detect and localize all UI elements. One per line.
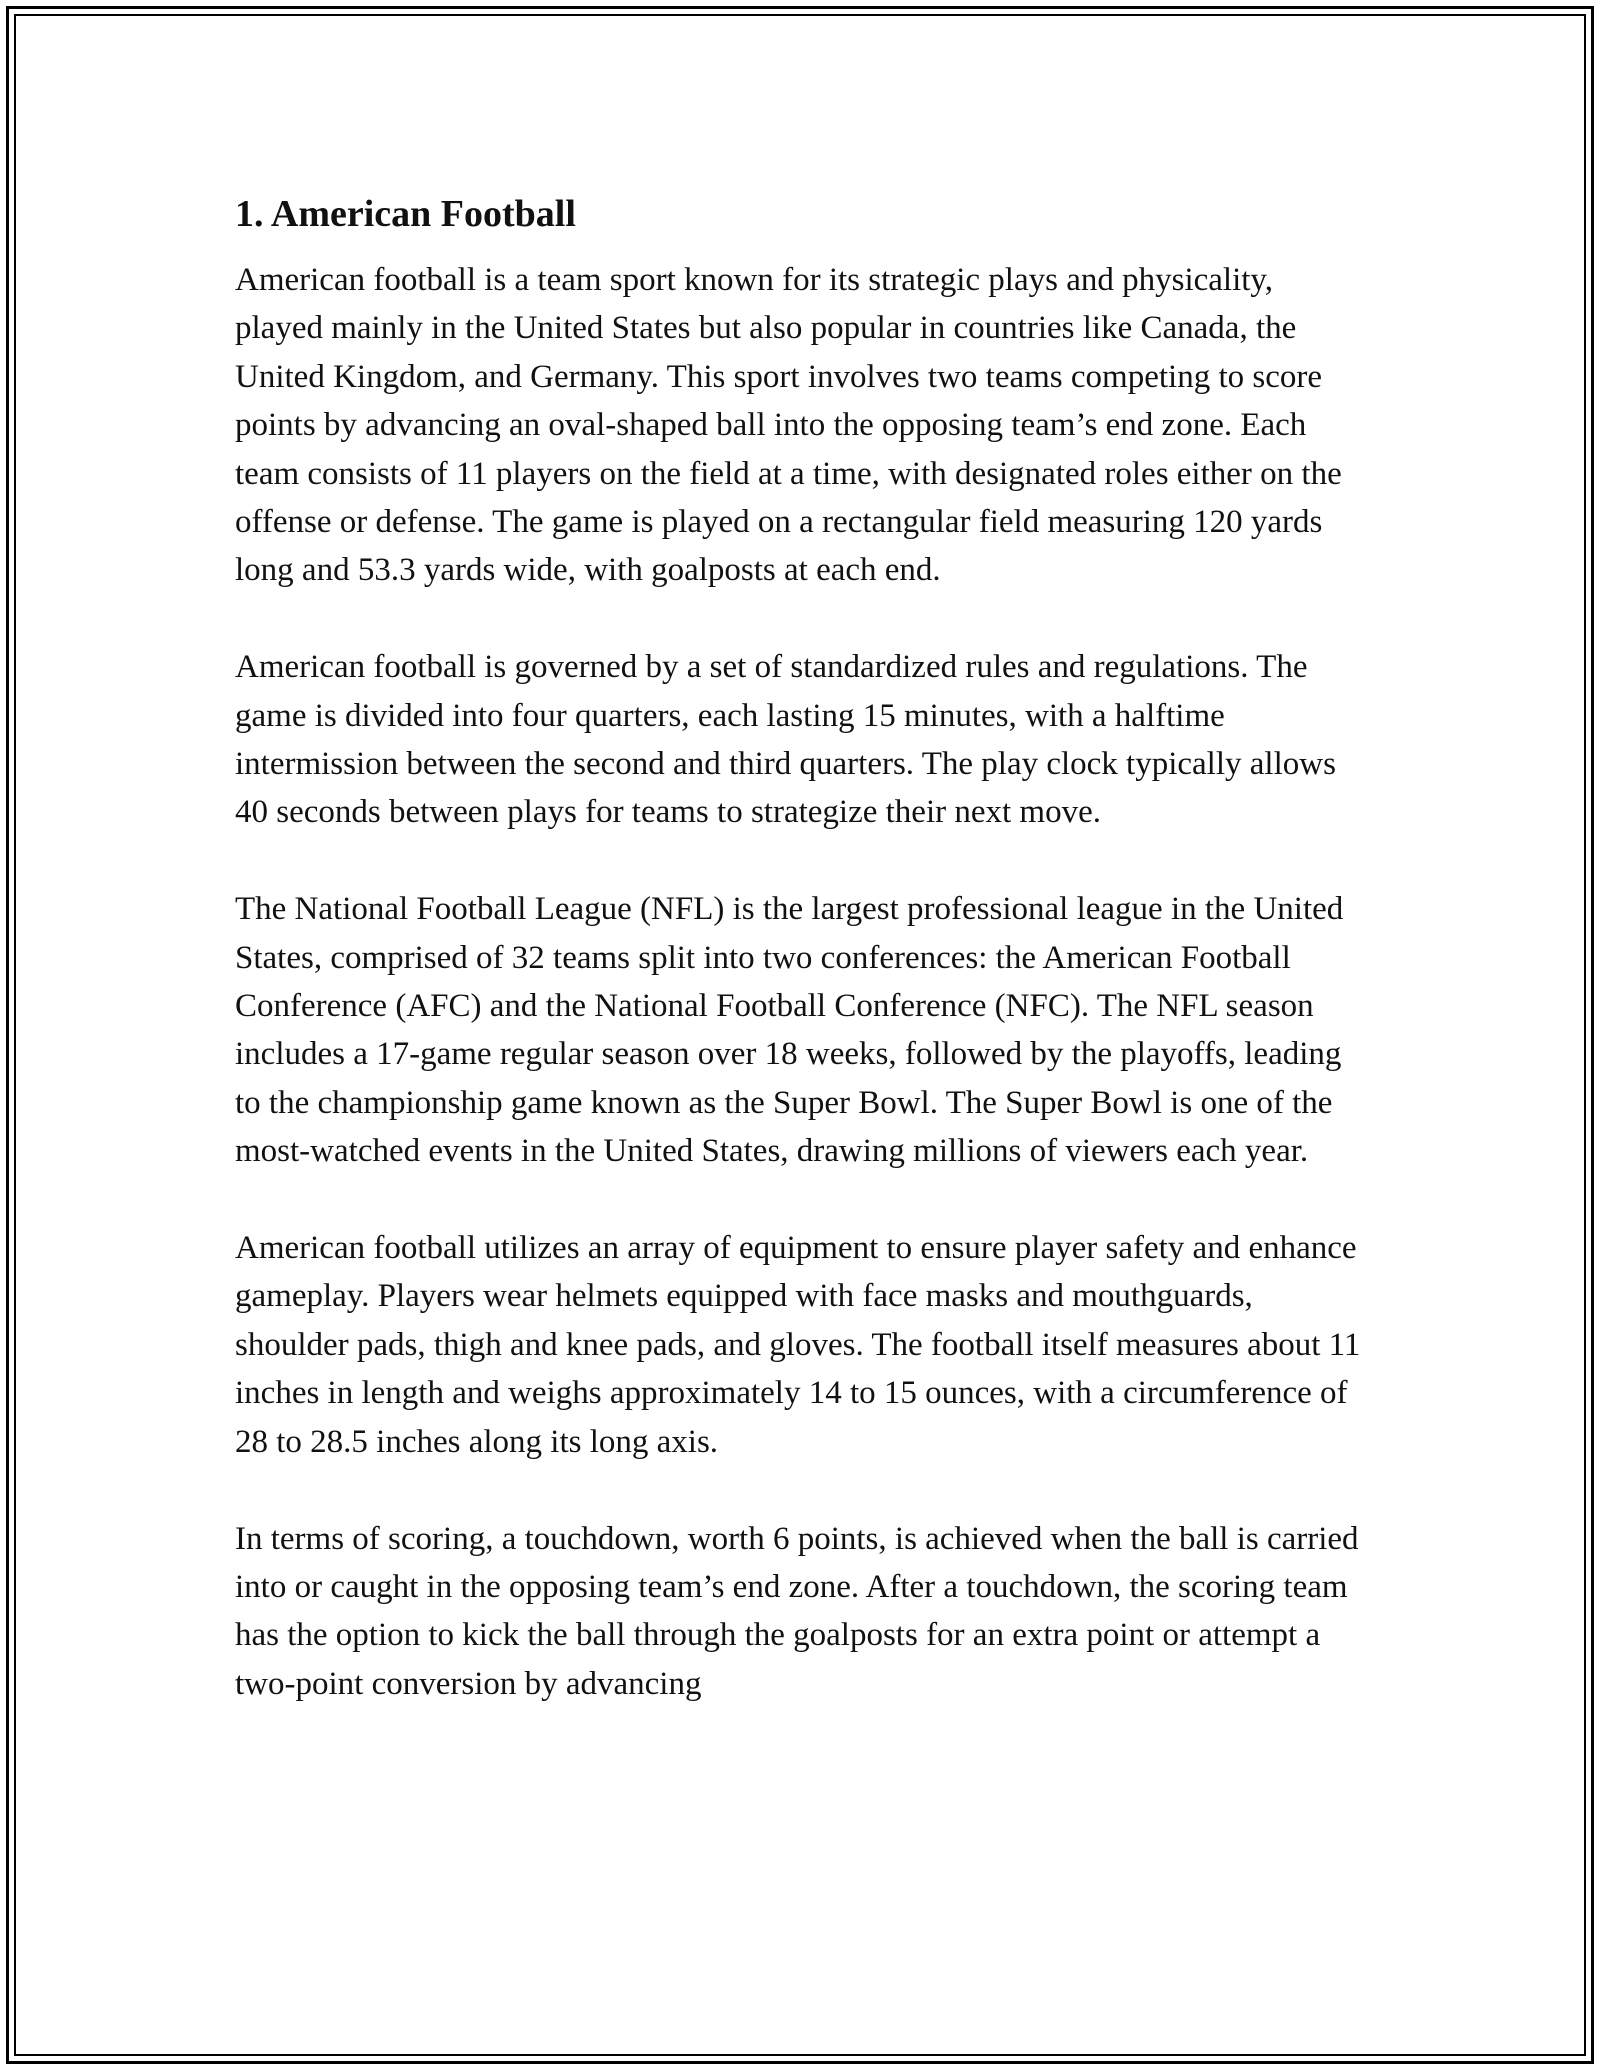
paragraph-overview: American football is a team sport known for its strategic plays and physicality, played mainly in the United States but also popular in countries like Canada, the United Kingdom, and Germany. This sport involves two teams competing to score points by advancing an oval-shaped ball into the opposing team’s end zone. Each team consists of 11 players on the field at a time, with designated roles either on the offense or defense. The game is played on a rectangular field measuring 120 yards long and 53.3 yards wide, with goalposts at each end. xyxy=(235,262,1342,589)
document-body xyxy=(235,186,1365,1757)
paragraph-rules: American football is governed by a set of standardized rules and regulations. The game is divided into four quarters, each lasting 15 minutes, with a halftime intermission between the second and third quarters. The play clock typically allows 40 seconds between plays for teams to strategize their next move. xyxy=(235,649,1336,831)
paragraph-scoring: In terms of scoring, a touchdown, worth 6 points, is achieved when the ball is carried into or caught in the opposing team’s end zone. After a touchdown, the scoring team has the option to kick the ball through the goalposts for an extra point or attempt a two-point conversion by advancing xyxy=(235,1520,1359,1702)
section-heading: 1. American Football xyxy=(235,193,576,235)
paragraph-equipment: American football utilizes an array of equipment to ensure player safety and enhance gameplay. Players wear helmets equipped with face masks and mouthguards, shoulder pads, thigh and knee pads, and gloves. The football itself measures about 11 inches in length and weighs approximately 14 to 15 ounces, with a circumference of 28 to 28.5 inches along its long axis. xyxy=(235,1230,1361,1460)
paragraph-nfl: The National Football League (NFL) is the largest professional league in the United States, comprised of 32 teams split into two conferences: the American Football Conference (AFC) and the National Football Conference (NFC). The NFL season includes a 17-game regular season over 18 weeks, followed by the playoffs, leading to the championship game known as the Super Bowl. The Super Bowl is one of the most-watched events in the United States, drawing millions of viewers each year. xyxy=(235,891,1344,1170)
